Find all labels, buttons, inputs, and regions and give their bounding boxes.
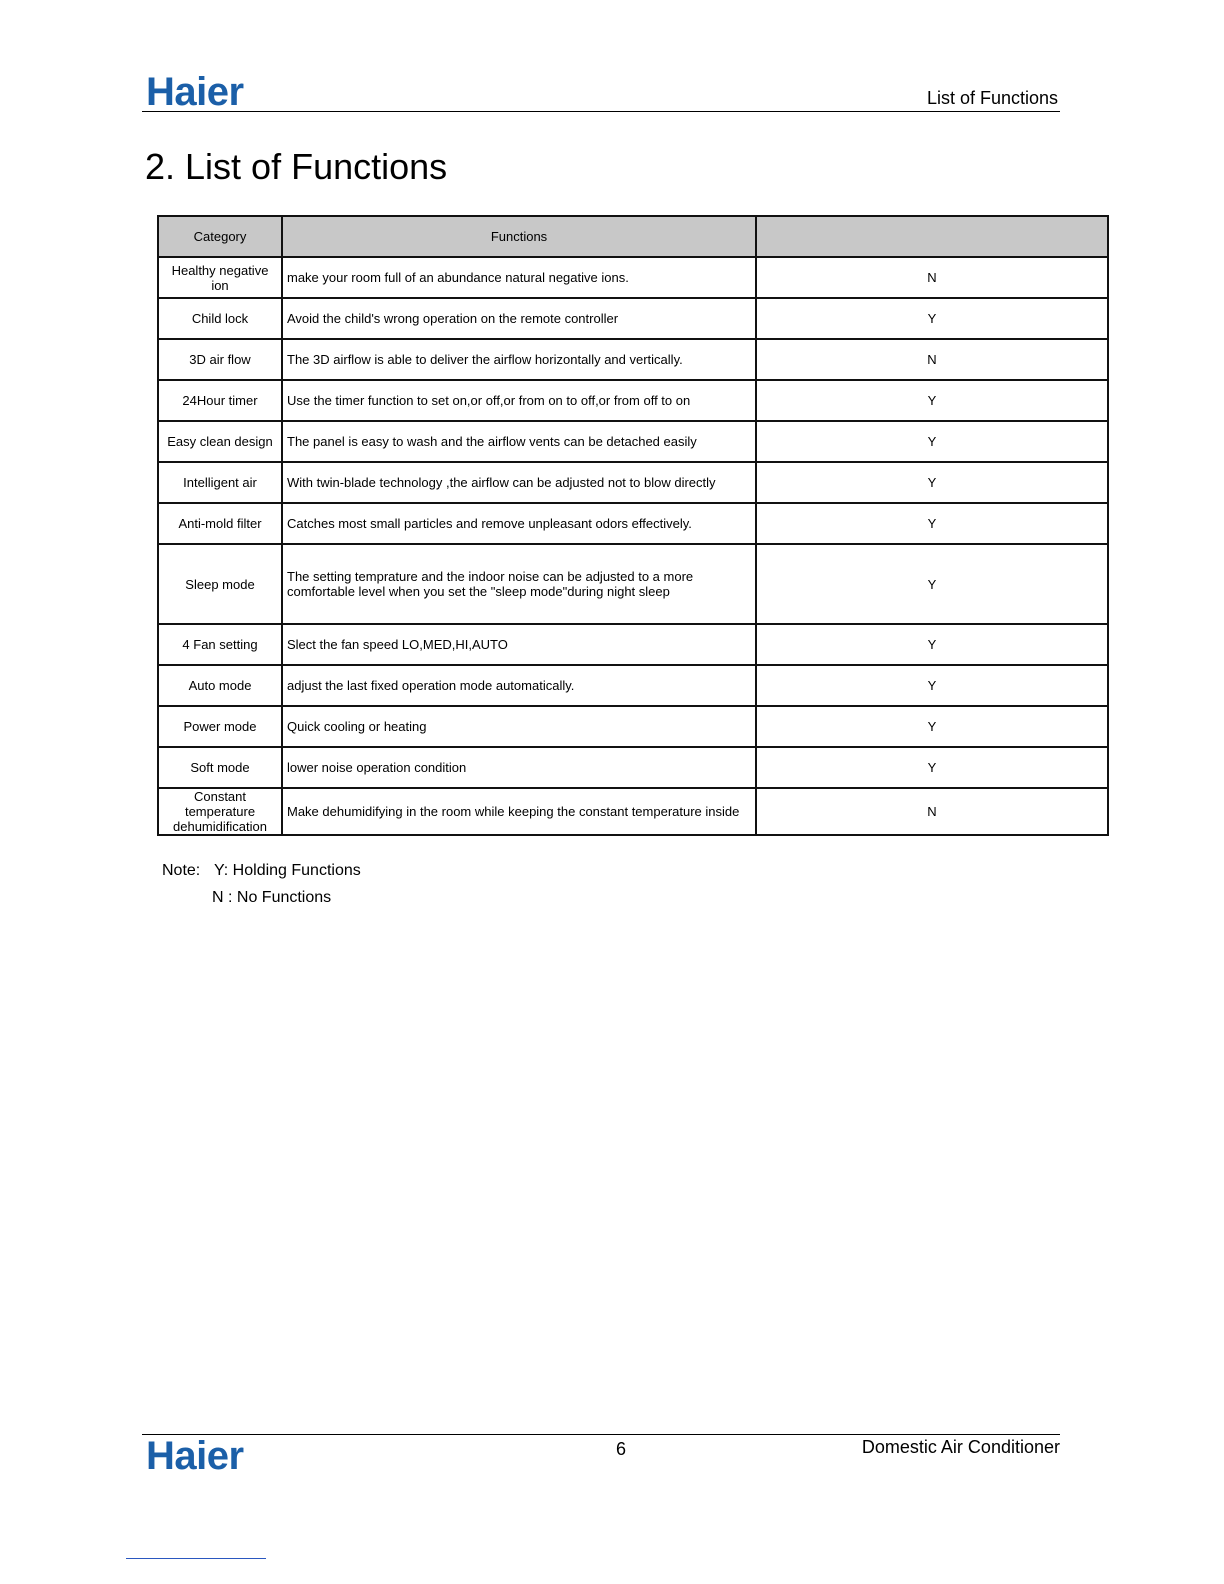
category-cell: Sleep mode	[158, 544, 282, 624]
footer-rule	[142, 1434, 1060, 1435]
value-cell: Y	[756, 747, 1108, 788]
page-number: 6	[616, 1439, 627, 1459]
value-cell: Y	[756, 462, 1108, 503]
bottom-link-underline	[126, 1558, 266, 1559]
functions-table	[157, 215, 1109, 836]
table-row	[158, 706, 1108, 747]
function-cell: Use the timer function to set on,or off,or from on to off,or from off to on	[282, 380, 756, 421]
category-cell: Anti-mold filter	[158, 503, 282, 544]
function-cell: adjust the last fixed operation mode automatically.	[282, 665, 756, 706]
table-row	[158, 747, 1108, 788]
table-row	[158, 298, 1108, 339]
table-row	[158, 339, 1108, 380]
note-line-n: N : No Functions	[212, 889, 332, 906]
column-header-category: Category	[158, 216, 282, 257]
category-cell: Child lock	[158, 298, 282, 339]
category-cell: 24Hour timer	[158, 380, 282, 421]
category-cell: Auto mode	[158, 665, 282, 706]
note	[162, 857, 361, 911]
function-cell: The panel is easy to wash and the airflow vents can be detached easily	[282, 421, 756, 462]
function-cell: Slect the fan speed LO,MED,HI,AUTO	[282, 624, 756, 665]
value-cell: Y	[756, 706, 1108, 747]
column-header-functions: Functions	[282, 216, 756, 257]
category-cell: 3D air flow	[158, 339, 282, 380]
value-cell: Y	[756, 380, 1108, 421]
table-row	[158, 665, 1108, 706]
table-row	[158, 421, 1108, 462]
function-cell: Avoid the child's wrong operation on the remote controller	[282, 298, 756, 339]
function-cell: lower noise operation condition	[282, 747, 756, 788]
value-cell: N	[756, 339, 1108, 380]
value-cell: Y	[756, 624, 1108, 665]
table-row	[158, 544, 1108, 624]
category-cell: Constant temperature dehumidification	[158, 788, 282, 835]
value-cell: N	[756, 788, 1108, 835]
value-cell: Y	[756, 503, 1108, 544]
table-row	[158, 380, 1108, 421]
table-header-row	[158, 216, 1108, 257]
function-cell: Make dehumidifying in the room while keeping the constant temperature inside	[282, 788, 756, 835]
table-row	[158, 257, 1108, 298]
category-cell: 4 Fan setting	[158, 624, 282, 665]
category-cell: Power mode	[158, 706, 282, 747]
haier-logo-footer: Haier	[146, 1434, 244, 1478]
header-section-title: List of Functions	[926, 88, 1058, 108]
category-cell: Healthy negative ion	[158, 257, 282, 298]
haier-logo: Haier	[146, 70, 244, 114]
function-cell: With twin-blade technology ,the airflow can be adjusted not to blow directly	[282, 462, 756, 503]
function-cell: The 3D airflow is able to deliver the airflow horizontally and vertically.	[282, 339, 756, 380]
value-cell: Y	[756, 544, 1108, 624]
function-cell: Quick cooling or heating	[282, 706, 756, 747]
table-row	[158, 503, 1108, 544]
value-cell: Y	[756, 298, 1108, 339]
category-cell: Soft mode	[158, 747, 282, 788]
page-title: 2. List of Functions	[145, 146, 448, 187]
note-label: Note:	[162, 862, 201, 879]
table-row	[158, 624, 1108, 665]
header-rule	[142, 111, 1060, 112]
note-line-y: Y: Holding Functions	[214, 862, 361, 879]
value-cell: Y	[756, 421, 1108, 462]
footer-product: Domestic Air Conditioner	[861, 1437, 1060, 1457]
category-cell: Intelligent air	[158, 462, 282, 503]
category-cell: Easy clean design	[158, 421, 282, 462]
function-cell: The setting temprature and the indoor noise can be adjusted to a more comfortable level when you set the "sleep mode"during night sleep	[282, 544, 756, 624]
table-row	[158, 788, 1108, 835]
function-cell: Catches most small particles and remove unpleasant odors effectively.	[282, 503, 756, 544]
table-body	[158, 257, 1108, 835]
table-row	[158, 462, 1108, 503]
value-cell: N	[756, 257, 1108, 298]
column-header-value	[756, 216, 1108, 257]
value-cell: Y	[756, 665, 1108, 706]
function-cell: make your room full of an abundance natural negative ions.	[282, 257, 756, 298]
